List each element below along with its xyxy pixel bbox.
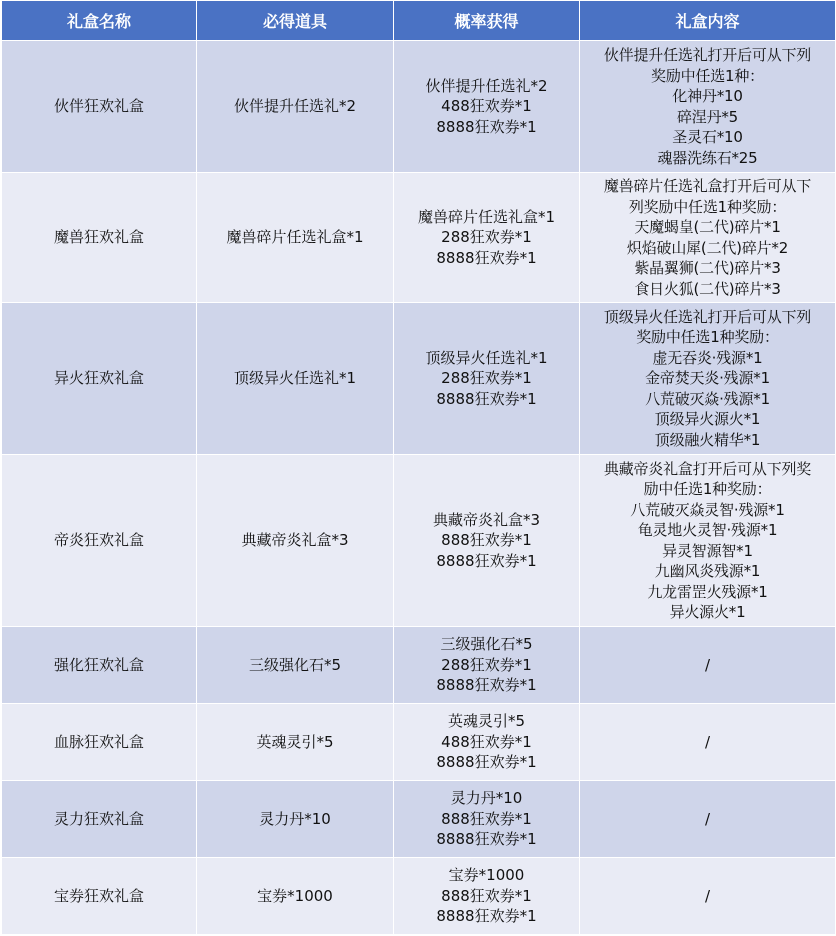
contents-line: 异火源火*1: [669, 603, 746, 621]
contents-line: 九龙雷罡火残源*1: [647, 582, 768, 601]
guaranteed-item-cell: 伙伴提升任选礼*2: [197, 41, 394, 173]
contents-line: 碎涅丹*5: [676, 107, 739, 126]
table-row: [2, 627, 836, 704]
contents-line: 圣灵石*10: [672, 128, 743, 146]
guaranteed-item-cell: 三级强化石*5: [197, 627, 394, 704]
contents-line: 八荒破灭焱灵智·残源*1: [630, 500, 785, 519]
probability-line: 宝券*1000: [448, 866, 525, 885]
header-box-contents: 礼盒内容: [580, 1, 836, 41]
header-box-name: 礼盒名称: [2, 1, 197, 41]
probability-line: 888狂欢券*1: [441, 809, 532, 828]
probability-line: 888狂欢券*1: [441, 531, 532, 550]
box-contents-cell: /: [580, 627, 836, 704]
probability-cell: [394, 173, 580, 303]
probability-cell: [394, 627, 580, 704]
probability-line: 888狂欢券*1: [441, 886, 532, 905]
contents-line: 伙伴提升任选礼打开后可从下列: [603, 46, 812, 64]
probability-line: 8888狂欢券*1: [436, 551, 537, 570]
table-row: [2, 41, 836, 173]
contents-line: 顶级融火精华*1: [654, 430, 761, 449]
contents-line: 奖励中任选1种：: [651, 66, 764, 85]
contents-line: 金帝焚天炎·残源*1: [645, 369, 770, 388]
contents-line: 食日火狐(二代)碎片*3: [634, 279, 781, 298]
probability-line: 288狂欢券*1: [441, 228, 532, 247]
probability-line: 8888狂欢券*1: [436, 907, 537, 926]
table-row: [2, 781, 836, 858]
box-name-cell: 伙伴狂欢礼盒: [2, 41, 197, 173]
contents-line: 奖励中任选1种奖励：: [636, 328, 779, 347]
probability-line: 三级强化石*5: [440, 635, 533, 654]
probability-line: 8888狂欢券*1: [436, 117, 537, 136]
probability-line: 灵力丹*10: [450, 789, 523, 808]
box-name-cell: 宝券狂欢礼盒: [2, 858, 197, 935]
guaranteed-item-cell: 魔兽碎片任选礼盒*1: [197, 173, 394, 303]
box-name-cell: 魔兽狂欢礼盒: [2, 173, 197, 303]
probability-line: 488狂欢券*1: [441, 97, 532, 116]
probability-cell: [394, 41, 580, 173]
table-header-row: [2, 1, 836, 41]
contents-line: 顶级异火源火*1: [654, 410, 761, 429]
box-contents-cell: [580, 455, 836, 627]
box-contents-cell: /: [580, 781, 836, 858]
probability-line: 488狂欢券*1: [441, 732, 532, 751]
box-contents-cell: /: [580, 704, 836, 781]
probability-line: 8888狂欢券*1: [436, 676, 537, 695]
guaranteed-item-cell: 顶级异火任选礼*1: [197, 303, 394, 455]
box-contents-cell: [580, 41, 836, 173]
probability-line: 8888狂欢券*1: [436, 389, 537, 408]
contents-line: 天魔蝎皇(二代)碎片*1: [634, 218, 781, 236]
probability-line: 典藏帝炎礼盒*3: [432, 510, 541, 529]
contents-line: 异灵智源智*1: [662, 541, 753, 560]
probability-line: 288狂欢券*1: [441, 369, 532, 388]
probability-cell: [394, 303, 580, 455]
probability-line: 8888狂欢券*1: [436, 753, 537, 772]
guaranteed-item-cell: 典藏帝炎礼盒*3: [197, 455, 394, 627]
header-probability-drop: 概率获得: [394, 1, 580, 41]
box-name-cell: 强化狂欢礼盒: [2, 627, 197, 704]
probability-line: 英魂灵引*5: [447, 712, 526, 731]
probability-cell: [394, 781, 580, 858]
contents-line: 魂器洗练石*25: [657, 148, 758, 167]
probability-cell: [394, 858, 580, 935]
contents-line: 励中任选1种奖励：: [643, 480, 772, 498]
probability-line: 288狂欢券*1: [441, 655, 532, 674]
table-row: [2, 455, 836, 627]
box-name-cell: 灵力狂欢礼盒: [2, 781, 197, 858]
header-guaranteed-item: 必得道具: [197, 1, 394, 41]
contents-line: 典藏帝炎礼盒打开后可从下列奖: [603, 459, 812, 478]
contents-line: 炽焰破山犀(二代)碎片*2: [626, 238, 789, 257]
box-contents-cell: [580, 173, 836, 303]
box-contents-cell: /: [580, 858, 836, 935]
probability-line: 8888狂欢券*1: [436, 248, 537, 267]
guaranteed-item-cell: 英魂灵引*5: [197, 704, 394, 781]
contents-line: 龟灵地火灵智·残源*1: [637, 521, 778, 539]
box-name-cell: 帝炎狂欢礼盒: [2, 455, 197, 627]
probability-cell: [394, 455, 580, 627]
probability-line: 伙伴提升任选礼*2: [425, 76, 548, 95]
box-contents-cell: [580, 303, 836, 455]
contents-line: 列奖励中任选1种奖励：: [628, 197, 787, 216]
gift-box-table: [1, 0, 836, 935]
guaranteed-item-cell: 灵力丹*10: [197, 781, 394, 858]
table-row: [2, 858, 836, 935]
contents-line: 紫晶翼狮(二代)碎片*3: [634, 259, 781, 277]
box-name-cell: 血脉狂欢礼盒: [2, 704, 197, 781]
guaranteed-item-cell: 宝券*1000: [197, 858, 394, 935]
probability-cell: [394, 704, 580, 781]
contents-line: 化神丹*10: [672, 87, 743, 105]
table-row: [2, 704, 836, 781]
contents-line: 魔兽碎片任选礼盒打开后可从下: [603, 177, 812, 195]
probability-line: 8888狂欢券*1: [436, 830, 537, 849]
probability-line: 魔兽碎片任选礼盒*1: [417, 207, 556, 226]
table-row: [2, 303, 836, 455]
contents-line: 虚无吞炎·残源*1: [652, 348, 763, 367]
contents-line: 九幽风炎残源*1: [654, 562, 761, 580]
table-row: [2, 173, 836, 303]
probability-line: 顶级异火任选礼*1: [425, 348, 548, 367]
contents-line: 顶级异火任选礼打开后可从下列: [603, 307, 812, 326]
box-name-cell: 异火狂欢礼盒: [2, 303, 197, 455]
contents-line: 八荒破灭焱·残源*1: [645, 389, 770, 408]
